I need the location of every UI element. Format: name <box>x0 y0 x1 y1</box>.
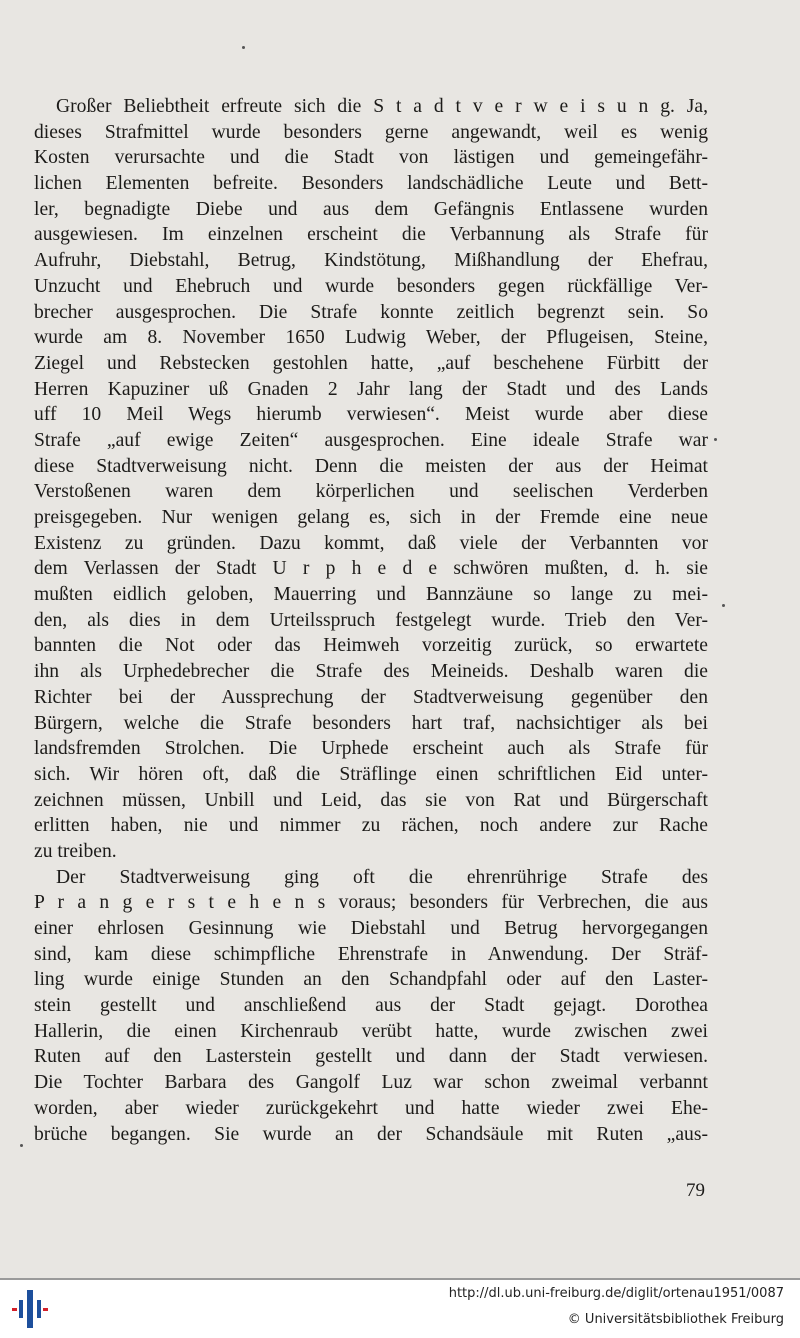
text-line: Kosten verursachte und die Stadt von lästigen und gemeingefähr- <box>34 147 708 169</box>
text-line: Ruten auf den Lasterstein gestellt und dann der Stadt verwiesen. <box>34 1046 708 1068</box>
text-line: zeichnen müssen, Unbill und Leid, das sie von Rat und Bürgerschaft <box>34 789 708 811</box>
text-line: brecher ausgesprochen. Die Strafe konnte zeitlich begrenzt sein. So <box>34 301 708 323</box>
text-line: Richter bei der Aussprechung der Stadtverweisung gegenüber den <box>34 686 708 708</box>
text-line: Bürgern, welche die Strafe besonders hart traf, nachsichtiger als bei <box>34 712 708 734</box>
text-line: Strafe „auf ewige Zeiten“ ausgesprochen. Eine ideale Strafe war <box>34 429 708 451</box>
text-line: stein gestellt und anschließend aus der Stadt gejagt. Dorothea <box>34 995 708 1017</box>
scan-speck <box>722 604 725 607</box>
page-number: 79 <box>686 1180 705 1201</box>
ub-freiburg-logo-icon[interactable] <box>10 1288 50 1330</box>
text-line: Verstoßenen waren dem körperlichen und seelischen Verderben <box>34 481 708 503</box>
text-line: Der Stadtverweisung ging oft die ehrenrührige Strafe des <box>56 866 708 888</box>
text-line: Die Tochter Barbara des Gangolf Luz war schon zweimal verbannt <box>34 1072 708 1094</box>
text-line: Herren Kapuziner uß Gnaden 2 Jahr lang der Stadt und des Lands <box>34 378 708 400</box>
text-line: P r a n g e r s t e h e n s voraus; besonders für Verbrechen, die aus <box>34 892 708 914</box>
text-line: wurde am 8. November 1650 Ludwig Weber, der Pflugeisen, Steine, <box>34 327 708 349</box>
text-line: uff 10 Meil Wegs hierumb verwiesen“. Meist wurde aber diese <box>34 404 708 426</box>
text-line: Aufruhr, Diebstahl, Betrug, Kindstötung, Mißhandlung der Ehefrau, <box>34 250 708 272</box>
scan-speck <box>714 438 717 441</box>
text-line: brüche begangen. Sie wurde an der Schandsäule mit Ruten „aus- <box>34 1123 708 1145</box>
text-line: Großer Beliebtheit erfreute sich die S t a d t v e r w e i s u n g. Ja, <box>56 96 708 117</box>
text-line: Hallerin, die einen Kirchenraub verübt hatte, wurde zwischen zwei <box>34 1020 708 1042</box>
text-line: ling wurde einige Stunden an den Schandpfahl oder auf den Laster- <box>34 969 708 991</box>
text-line: lichen Elementen befreite. Besonders landschädliche Leute und Bett- <box>34 173 708 195</box>
text-line: ler, begnadigte Diebe und aus dem Gefängnis Entlassene wurden <box>34 198 708 220</box>
text-line: ihn als Urphedebrecher die Strafe des Meineids. Deshalb waren die <box>34 661 708 683</box>
text-line: landsfremden Strolchen. Die Urphede erscheint auch als Strafe für <box>34 738 708 760</box>
text-line: dieses Strafmittel wurde besonders gerne angewandt, weil es wenig <box>34 121 708 143</box>
text-line: bannten die Not oder das Heimweh vorzeitig zurück, so erwartete <box>34 635 708 657</box>
text-line: Existenz zu gründen. Dazu kommt, daß viele der Verbannten vor <box>34 532 708 554</box>
text-line: sind, kam diese schimpfliche Ehrenstrafe in Anwendung. Der Sträf- <box>34 943 708 965</box>
scan-speck <box>20 1144 23 1147</box>
text-line: sich. Wir hören oft, daß die Sträflinge einen schriftlichen Eid unter- <box>34 763 708 785</box>
text-line: ausgewiesen. Im einzelnen erscheint die Verbannung als Strafe für <box>34 224 708 246</box>
text-line: Ziegel und Rebstecken gestohlen hatte, „auf beschehene Fürbitt der <box>34 352 708 374</box>
text-line: worden, aber wieder zurückgekehrt und hatte wieder zwei Ehe- <box>34 1097 708 1119</box>
body-text <box>34 94 708 1147</box>
text-line: erlitten haben, nie und nimmer zu rächen, noch andere zur Rache <box>34 815 708 837</box>
scan-speck <box>242 46 245 49</box>
text-line: zu treiben. <box>34 840 117 862</box>
text-line: den, als dies in dem Urteilsspruch festgelegt wurde. Trieb den Ver- <box>34 609 708 631</box>
source-url-link[interactable]: http://dl.ub.uni-freiburg.de/diglit/ortenau1951/0087 <box>448 1286 784 1301</box>
copyright-text: © Universitätsbibliothek Freiburg <box>567 1312 784 1327</box>
text-line: Unzucht und Ehebruch und wurde besonders gegen rückfällige Ver- <box>34 275 708 297</box>
text-line: mußten eidlich geloben, Mauerring und Bannzäune so lange zu mei- <box>34 584 708 606</box>
text-line: preisgegeben. Nur wenigen gelang es, sich in der Fremde eine neue <box>34 507 708 528</box>
text-line: diese Stadtverweisung nicht. Denn die meisten der aus der Heimat <box>34 455 708 477</box>
text-line: einer ehrlosen Gesinnung wie Diebstahl und Betrug hervorgegangen <box>34 918 708 939</box>
text-line: dem Verlassen der Stadt U r p h e d e schwören mußten, d. h. sie <box>34 558 708 580</box>
